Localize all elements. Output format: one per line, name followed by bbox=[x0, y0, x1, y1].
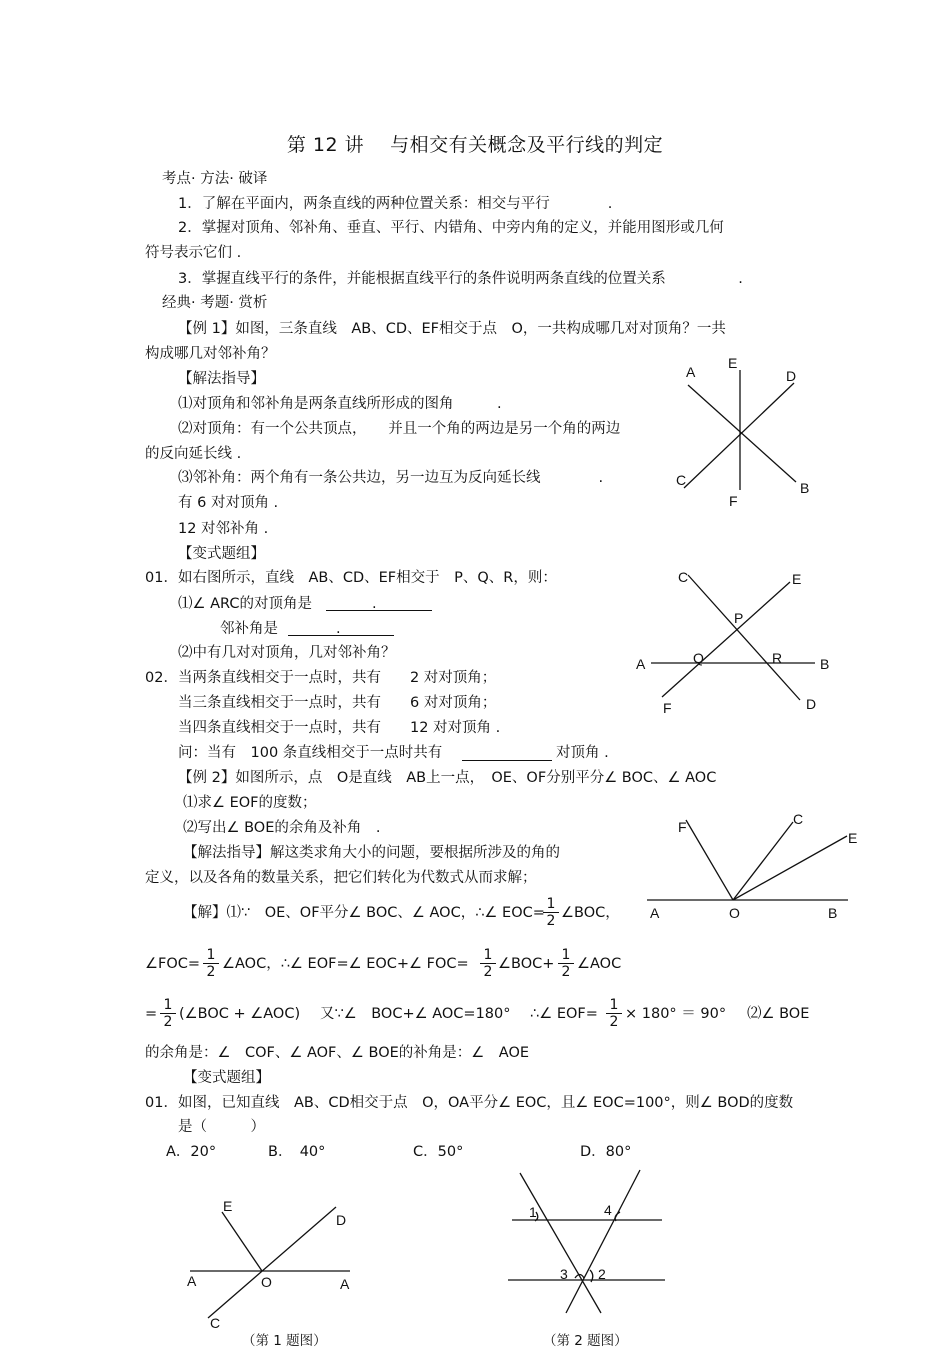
fig1-label-d: D bbox=[786, 368, 797, 384]
fig5-label-2: 2 bbox=[598, 1266, 606, 1282]
solution-line-2: ∠FOC= bbox=[145, 956, 201, 972]
fig5-label-3: 3 bbox=[560, 1266, 568, 1282]
fig4-label-o: O bbox=[261, 1274, 272, 1290]
fig1-label-a: A bbox=[686, 364, 696, 380]
fraction-half: $\frac{1}{2}$ bbox=[203, 947, 219, 980]
point-3: 3．掌握直线平行的条件，并能根据直线平行的条件说明两条直线的位置关系 . bbox=[178, 271, 743, 287]
fig2-label-q: Q bbox=[693, 650, 704, 666]
point-2: 2．掌握对顶角、邻补角、垂直、平行、内错角、中旁内角的定义，并能用图形或几何 bbox=[178, 220, 724, 236]
fig3-label-b: B bbox=[828, 905, 838, 921]
fraction-half: $\frac{1}{2}$ bbox=[480, 947, 496, 980]
variant-1-q02-line3: 当四条直线相交于一点时，共有 12 对对顶角 . bbox=[178, 720, 501, 736]
example-1-question: 【例 1】如图，三条直线 AB、CD、EF相交于点 O，一共构成哪几对对顶角？一共 bbox=[178, 321, 726, 337]
fig2-label-p: P bbox=[734, 610, 744, 626]
variant-1-q01-part1b: 邻补角是 bbox=[220, 621, 278, 637]
variant-1-q01-part1: ⑴∠ ARC的对顶角是 bbox=[178, 596, 313, 612]
solution-line-3-result: × 180° ＝ 90° bbox=[625, 1006, 727, 1022]
fig2-label-b: B bbox=[820, 656, 830, 672]
fig3-ray-of bbox=[686, 820, 733, 900]
fig2-line-cd bbox=[688, 575, 800, 700]
fig3-label-f: F bbox=[678, 819, 687, 835]
variant-1-q01-part2: ⑵中有几对对顶角，几对邻补角？ bbox=[178, 645, 396, 661]
solution-line-2d: ∠AOC bbox=[577, 956, 622, 972]
blank-dot: . bbox=[336, 621, 341, 637]
variant-1-q02-line2: 当三条直线相交于一点时，共有 6 对对顶角； bbox=[178, 695, 497, 711]
fig2-label-e: E bbox=[792, 571, 802, 587]
fig4-label-a-left: A bbox=[187, 1273, 197, 1289]
fig5-label-4: 4 bbox=[604, 1202, 612, 1218]
point-1: 1．了解在平面内，两条直线的两种位置关系：相交与平行 . bbox=[178, 196, 613, 212]
figure-caption-2: （第 2 题图） bbox=[543, 1333, 628, 1349]
solution-line-2b: ∠AOC，∴∠ EOF=∠ EOC+∠ FOC= bbox=[222, 956, 469, 972]
option-d: D．80° bbox=[580, 1144, 632, 1160]
example-2-guide-1: 【解法指导】解这类求角大小的问题，要根据所涉及的角的 bbox=[183, 845, 560, 861]
example-1-answer-1: 有 6 对对顶角 . bbox=[178, 495, 279, 511]
fraction-half: $\frac{1}{2}$ bbox=[160, 997, 176, 1030]
solution-part2: ⑵∠ BOE bbox=[747, 1006, 810, 1022]
variant-group-heading-2: 【变式题组】 bbox=[183, 1070, 270, 1086]
option-a: A．20° bbox=[166, 1144, 217, 1160]
section-heading-key-points: 考点· 方法· 破译 bbox=[162, 171, 268, 187]
variant-1-q02-line4-end: 对顶角 . bbox=[556, 745, 609, 761]
variant-2-q01: 01．如图，已知直线 AB、CD相交于点 O，OA平分∠ EOC，且∠ EOC=100°，则∠ BOD的度数 bbox=[145, 1095, 794, 1111]
example-2-guide-2: 定义，以及各角的数量关系，把它们转化为代数式从而求解； bbox=[145, 870, 537, 886]
example-1-guide-head: 【解法指导】 bbox=[178, 371, 265, 387]
fig4-label-e: E bbox=[223, 1198, 233, 1214]
option-c: C．50° bbox=[413, 1144, 464, 1160]
solution-line-3-therefore: ∴∠ EOF= bbox=[530, 1006, 598, 1022]
fig3-label-o: O bbox=[729, 905, 740, 921]
fig5-line-left bbox=[520, 1173, 601, 1313]
fraction-half: $\frac{1}{2}$ bbox=[606, 997, 622, 1030]
page-title: 第 12 讲 与相交有关概念及平行线的判定 bbox=[286, 134, 664, 156]
figure-caption-1: （第 1 题图） bbox=[242, 1333, 327, 1349]
fig5-label-1: 1 bbox=[529, 1204, 537, 1220]
blank-dot: . bbox=[372, 596, 377, 612]
point-2-cont: 符号表示它们 . bbox=[145, 245, 242, 261]
fig2-label-f: F bbox=[663, 700, 672, 716]
example-1-guide-2-cont: 的反向延长线 . bbox=[145, 446, 242, 462]
example-2-part2: ⑵写出∠ BOE的余角及补角 . bbox=[183, 820, 381, 836]
solution-line-1-end: ∠BOC， bbox=[561, 905, 620, 921]
example-1-question-cont: 构成哪几对邻补角？ bbox=[145, 346, 276, 362]
fig4-ray-oe bbox=[222, 1212, 262, 1271]
fig4-label-d: D bbox=[336, 1212, 347, 1228]
variant-1-q02-line1: 02．当两条直线相交于一点时，共有 2 对对顶角； bbox=[145, 670, 497, 686]
fraction-half: $\frac{1}{2}$ bbox=[543, 896, 559, 929]
solution-line-3-eq: = bbox=[145, 1006, 158, 1022]
fig1-label-b: B bbox=[800, 480, 810, 496]
fig5-line-right bbox=[566, 1170, 640, 1313]
fig2-label-c: C bbox=[678, 569, 689, 585]
variant-1-q02-line4: 问：当有 100 条直线相交于一点时共有 bbox=[178, 745, 443, 761]
fig2-line-ef bbox=[662, 582, 790, 697]
fig2-label-r: R bbox=[772, 650, 783, 666]
fig3-label-c: C bbox=[793, 811, 804, 827]
example-1-guide-2: ⑵对顶角：有一个公共顶点， 并且一个角的两边是另一个角的两边 bbox=[178, 421, 621, 437]
solution-line-4: 的余角是：∠ COF、∠ AOF、∠ BOE的补角是：∠ AOE bbox=[145, 1045, 530, 1061]
example-2-part1: ⑴求∠ EOF的度数； bbox=[183, 795, 317, 811]
solution-line-1: 【解】⑴∵ OE、OF平分∠ BOC、∠ AOC，∴∠ EOC= bbox=[183, 905, 545, 921]
variant-group-heading-1: 【变式题组】 bbox=[178, 546, 265, 562]
example-1-answer-2: 12 对邻补角 . bbox=[178, 521, 269, 537]
fig2-label-d: D bbox=[806, 696, 817, 712]
section-heading-classic: 经典· 考题· 赏析 bbox=[162, 295, 268, 311]
solution-line-3-because: 又∵∠ BOC+∠ AOC=180° bbox=[320, 1006, 511, 1022]
example-2-question: 【例 2】如图所示，点 O是直线 AB上一点， OE、OF分别平分∠ BOC、∠ AOC bbox=[178, 770, 717, 786]
fig1-label-c: C bbox=[676, 472, 687, 488]
example-1-guide-1: ⑴对顶角和邻补角是两条直线所形成的图角 . bbox=[178, 396, 502, 412]
fig4-line-cd bbox=[208, 1207, 336, 1318]
variant-1-q01: 01．如右图所示，直线 AB、CD、EF相交于 P、Q、R，则： bbox=[145, 570, 557, 586]
fig4-label-c: C bbox=[210, 1315, 221, 1331]
solution-line-3-paren: (∠BOC + ∠AOC) bbox=[179, 1006, 301, 1022]
fig3-ray-oe bbox=[733, 836, 847, 900]
variant-2-q01-cont: 是（ ） bbox=[178, 1119, 265, 1135]
fraction-half: $\frac{1}{2}$ bbox=[558, 947, 574, 980]
fig1-line-cd bbox=[684, 383, 794, 488]
fig3-ray-oc bbox=[733, 822, 793, 900]
solution-line-2c: ∠BOC+ bbox=[498, 956, 555, 972]
fig1-label-f: F bbox=[729, 493, 738, 509]
fig2-label-a: A bbox=[636, 656, 646, 672]
fig1-label-e: E bbox=[728, 355, 738, 371]
fig4-label-a-right: A bbox=[340, 1276, 350, 1292]
fig3-label-a: A bbox=[650, 905, 660, 921]
example-1-guide-3: ⑶邻补角：两个角有一条公共边，另一边互为反向延长线 . bbox=[178, 470, 604, 486]
option-b: B． 40° bbox=[268, 1144, 326, 1160]
fig3-label-e: E bbox=[848, 830, 858, 846]
